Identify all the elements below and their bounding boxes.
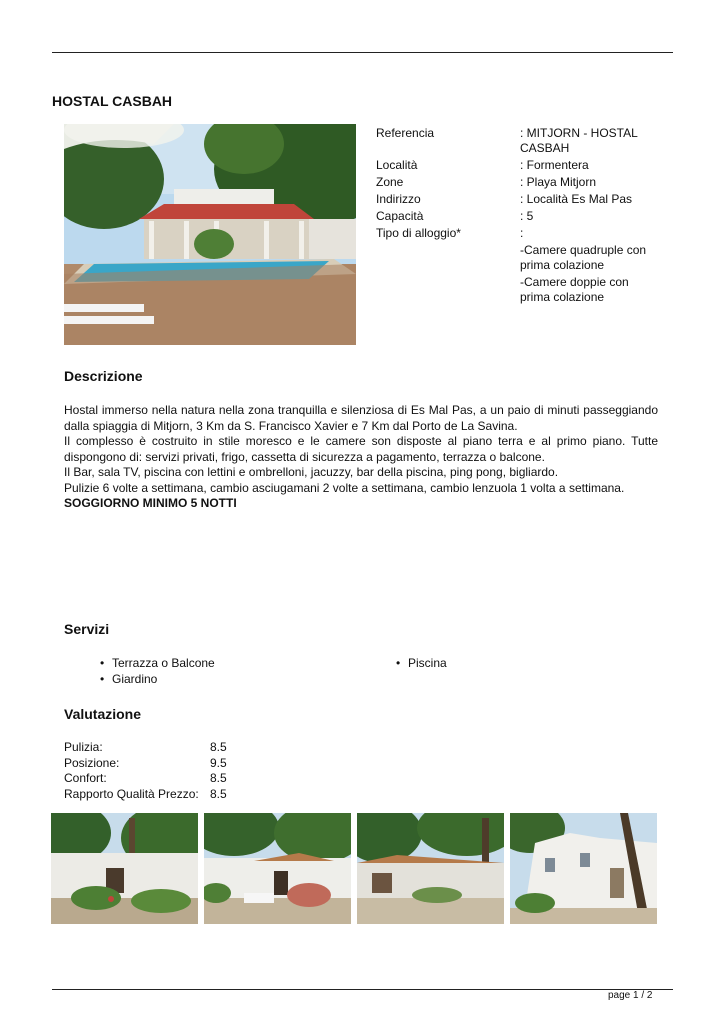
referencia-value: : MITJORN - HOSTAL CASBAH xyxy=(520,126,638,155)
bottom-rule xyxy=(52,989,673,990)
rating-value: 8.5 xyxy=(210,786,227,801)
details-table xyxy=(376,126,676,309)
hero-photo xyxy=(64,124,356,345)
tipo-value-1: -Camere quadruple con prima colazione xyxy=(520,243,647,272)
servizi-list-right xyxy=(396,656,447,672)
capacita-label: Capacità xyxy=(376,209,424,223)
rating-row xyxy=(64,740,227,756)
detail-row-localita xyxy=(376,158,676,173)
rating-label: Confort: xyxy=(64,771,107,785)
rating-value: 8.5 xyxy=(210,740,227,754)
rating-row xyxy=(64,771,227,787)
desc-paragraph-1: Hostal immerso nella natura nella zona tranquilla e silenziosa di Es Mal Pas, a un paio di minuti passeggiando dalla spiaggia di Mitjorn, 3 Km da S. Francisco Xavier e 7 Km dal Porto de La Savina. xyxy=(64,403,658,433)
tipo-values xyxy=(520,226,660,307)
detail-row-tipo xyxy=(376,226,676,307)
detail-row-referencia xyxy=(376,126,676,156)
gallery-photo-3[interactable] xyxy=(357,813,504,924)
detail-row-capacita xyxy=(376,209,676,224)
descrizione-body xyxy=(64,403,658,512)
tipo-colon: : xyxy=(520,226,524,240)
rating-label: Posizione: xyxy=(64,755,120,770)
gallery-photo-1[interactable] xyxy=(51,813,198,924)
desc-paragraph-3: Il Bar, sala TV, piscina con lettini e ombrelloni, jacuzzy, bar della piscina, ping pong, bigliardo. xyxy=(64,465,559,479)
detail-row-zone xyxy=(376,175,676,190)
zone-label: Zone xyxy=(376,175,404,189)
valutazione-heading: Valutazione xyxy=(64,706,142,722)
servizi-list-left xyxy=(100,656,215,687)
localita-label: Località xyxy=(376,158,418,172)
indirizzo-label: Indirizzo xyxy=(376,192,421,206)
servizi-heading: Servizi xyxy=(64,621,110,637)
gallery-photo-4[interactable] xyxy=(510,813,657,924)
tipo-value-2: -Camere doppie con prima colazione xyxy=(520,275,629,304)
top-rule xyxy=(52,52,673,53)
rating-label: Pulizia: xyxy=(64,740,103,754)
localita-value: : Formentera xyxy=(520,158,589,172)
tipo-label: Tipo di alloggio* xyxy=(376,226,461,240)
minimum-stay-note: SOGGIORNO MINIMO 5 NOTTI xyxy=(64,496,237,510)
servizio-item: • Piscina xyxy=(396,656,447,672)
rating-label: Rapporto Qualità Prezzo: xyxy=(64,786,199,801)
zone-value: : Playa Mitjorn xyxy=(520,175,597,189)
descrizione-heading: Descrizione xyxy=(64,368,143,384)
gallery-photo-2[interactable] xyxy=(204,813,351,924)
page-number: page 1 / 2 xyxy=(608,990,653,1001)
ratings-table xyxy=(64,740,227,802)
desc-paragraph-4: Pulizie 6 volte a settimana, cambio asciugamani 2 volte a settimana, cambio lenzuola 1 volta a settimana. xyxy=(64,480,625,495)
rating-value: 8.5 xyxy=(210,771,227,785)
page-title: HOSTAL CASBAH xyxy=(52,93,173,109)
servizio-item: • Terrazza o Balcone xyxy=(100,656,215,672)
desc-paragraph-2: Il complesso è costruito in stile moresco e le camere son disposte al piano terra e al primo piano. Tutte dispongono di: servizi privati, frigo, cassetta di sicurezza a pagamento, terrazza o balcone. xyxy=(64,434,658,464)
referencia-label: Referencia xyxy=(376,126,435,140)
rating-value: 9.5 xyxy=(210,755,227,770)
servizio-item: • Giardino xyxy=(100,672,215,688)
capacita-value: : 5 xyxy=(520,209,534,223)
indirizzo-value: : Località Es Mal Pas xyxy=(520,192,633,206)
rating-row xyxy=(64,756,227,772)
detail-row-indirizzo xyxy=(376,192,676,207)
rating-row xyxy=(64,787,227,803)
